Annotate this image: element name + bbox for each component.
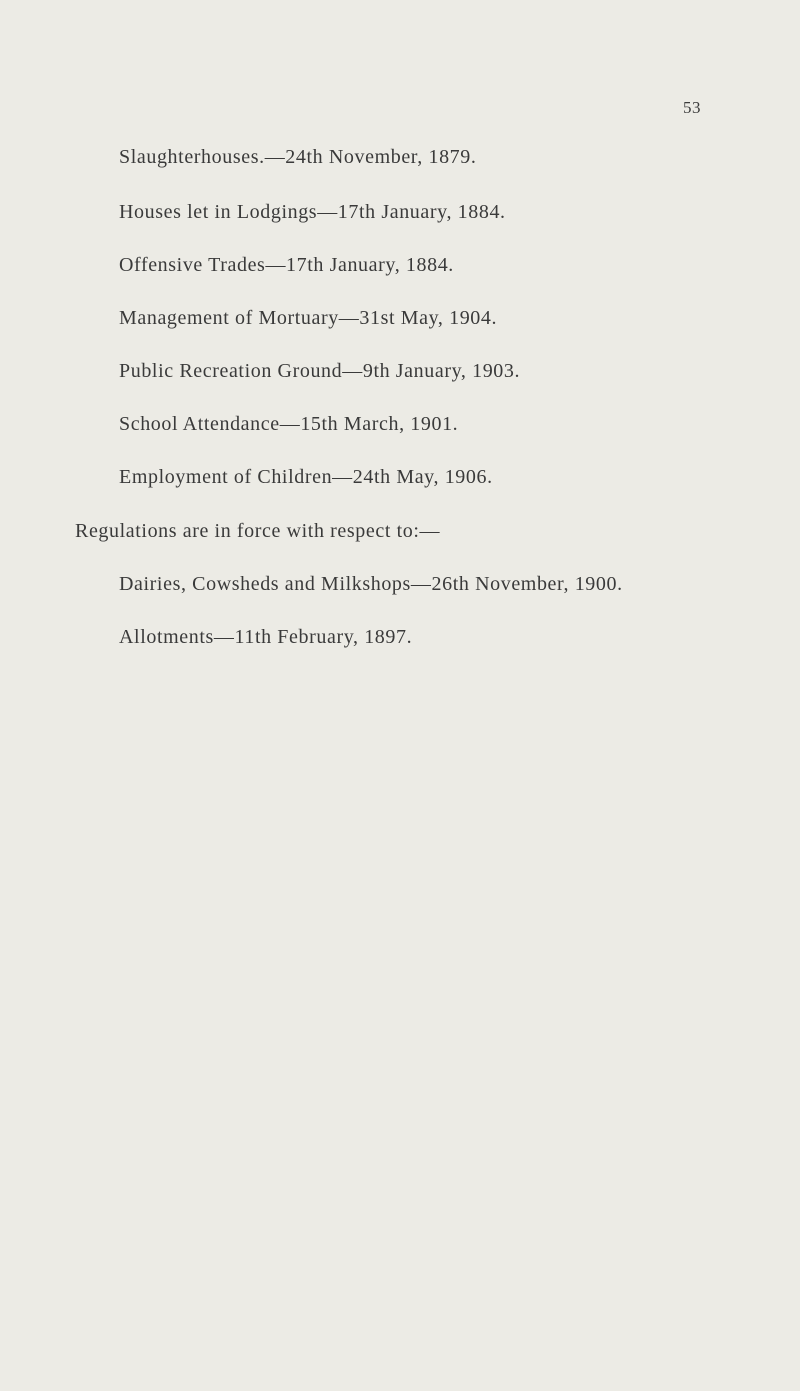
byelaw-item: Houses let in Lodgings—17th January, 1884. (119, 201, 506, 223)
byelaw-item: School Attendance—15th March, 1901. (119, 413, 459, 435)
page-number: 53 (683, 98, 701, 117)
regulations-heading: Regulations are in force with respect to:— (75, 520, 441, 542)
byelaw-item: Offensive Trades—17th January, 1884. (119, 254, 454, 276)
byelaw-item: Management of Mortuary—31st May, 1904. (119, 307, 498, 329)
byelaw-item: Employment of Children—24th May, 1906. (119, 466, 493, 488)
regulation-item: Dairies, Cowsheds and Milkshops—26th November, 1900. (119, 573, 623, 595)
byelaw-item: Slaughterhouses.—24th November, 1879. (119, 146, 477, 168)
regulation-item: Allotments—11th February, 1897. (119, 626, 413, 648)
byelaw-item: Public Recreation Ground—9th January, 1903. (119, 360, 521, 382)
